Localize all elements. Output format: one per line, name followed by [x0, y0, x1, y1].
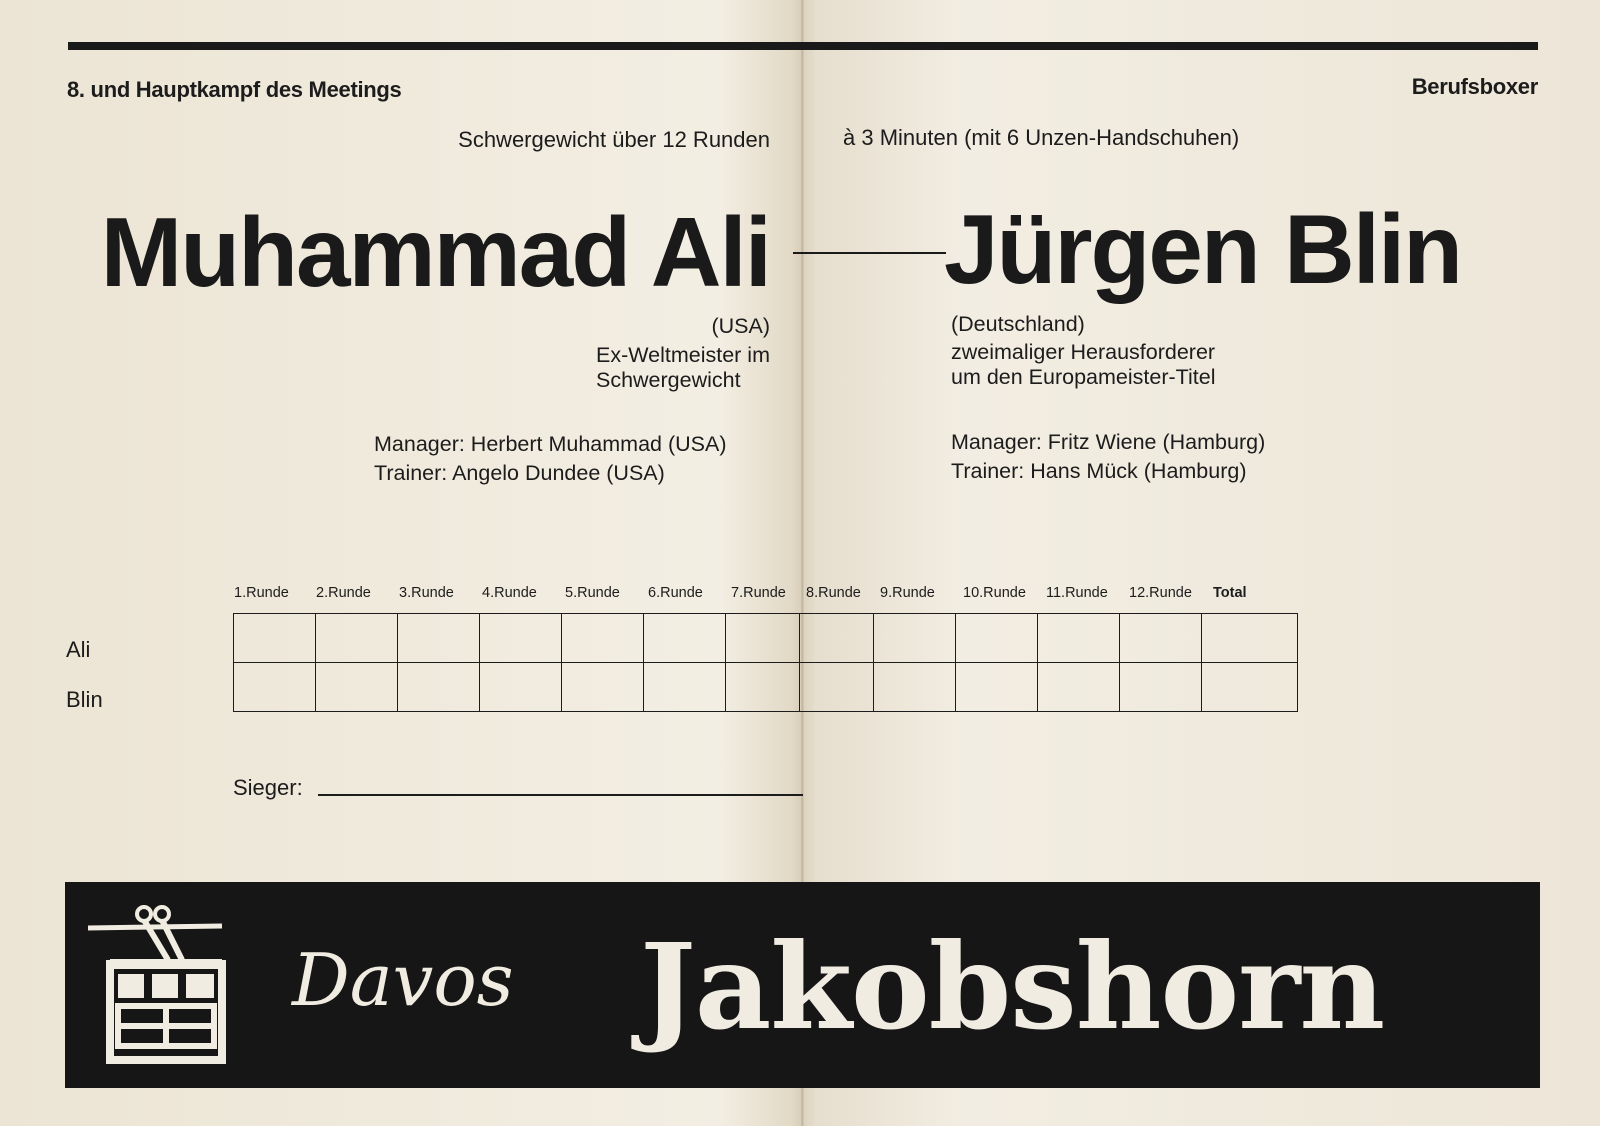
col-head-1: 1.Runde	[234, 585, 289, 601]
round-info: à 3 Minuten (mit 6 Unzen-Handschuhen)	[843, 125, 1240, 150]
score-cell[interactable]	[480, 614, 562, 663]
category-label: Berufsboxer	[1411, 74, 1538, 99]
fighter-left-title-1: Ex-Weltmeister im	[595, 343, 770, 367]
score-cell[interactable]	[874, 614, 956, 663]
event-label: 8. und Hauptkampf des Meetings	[67, 77, 402, 102]
fighter-left-country: (USA)	[711, 314, 770, 338]
score-cell[interactable]	[562, 614, 644, 663]
col-head-5: 5.Runde	[565, 585, 620, 601]
col-head-total: Total	[1213, 585, 1247, 601]
col-head-11: 11.Runde	[1046, 585, 1108, 601]
fighter-right-title-2: um den Europameister-Titel	[951, 365, 1216, 389]
fighter-right-title-1: zweimaliger Herausforderer	[951, 340, 1216, 364]
fighter-right-name: Jürgen Blin	[944, 194, 1462, 304]
score-cell[interactable]	[956, 614, 1038, 663]
ad-brand: Jakobshorn	[640, 917, 1385, 1056]
score-cell[interactable]	[874, 663, 956, 712]
col-head-12: 12.Runde	[1129, 585, 1192, 601]
score-cell[interactable]	[800, 663, 874, 712]
col-head-9: 9.Runde	[880, 585, 935, 601]
score-cell[interactable]	[234, 663, 316, 712]
score-cell[interactable]	[562, 663, 644, 712]
col-head-8: 8.Runde	[806, 585, 861, 601]
score-cell-total[interactable]	[1202, 614, 1298, 663]
col-head-10: 10.Runde	[963, 585, 1026, 601]
score-cell[interactable]	[1120, 663, 1202, 712]
fighter-left-title-2: Schwergewicht	[595, 368, 741, 392]
score-cell[interactable]	[644, 663, 726, 712]
score-row-ali	[234, 614, 1298, 663]
score-cell[interactable]	[726, 663, 800, 712]
score-cell[interactable]	[316, 663, 398, 712]
score-cell[interactable]	[726, 614, 800, 663]
col-head-7: 7.Runde	[731, 585, 786, 601]
score-cell[interactable]	[1038, 663, 1120, 712]
winner-line[interactable]	[318, 794, 803, 796]
score-cell[interactable]	[316, 614, 398, 663]
fighter-left-name: Muhammad Ali	[100, 197, 770, 307]
score-cell-total[interactable]	[1202, 663, 1298, 712]
col-head-3: 3.Runde	[399, 585, 454, 601]
fighter-right-staff	[951, 428, 1265, 486]
score-cell[interactable]	[644, 614, 726, 663]
row-label-blin: Blin	[66, 687, 103, 712]
fighter-left-trainer: Trainer: Angelo Dundee (USA)	[374, 461, 665, 485]
col-head-2: 2.Runde	[316, 585, 371, 601]
fighter-right-country: (Deutschland)	[951, 312, 1085, 336]
score-cell[interactable]	[398, 663, 480, 712]
score-cell[interactable]	[1120, 614, 1202, 663]
score-row-blin	[234, 663, 1298, 712]
versus-dash	[793, 252, 946, 254]
fighter-right-trainer: Trainer: Hans Mück (Hamburg)	[951, 459, 1247, 483]
cable-car-icon	[86, 900, 236, 1070]
score-cell[interactable]	[398, 614, 480, 663]
fighter-left-details	[596, 314, 770, 393]
fighter-right-manager: Manager: Fritz Wiene (Hamburg)	[951, 430, 1266, 454]
fighter-right-details	[951, 312, 1215, 390]
fighter-left-staff	[374, 430, 726, 488]
score-cell[interactable]	[480, 663, 562, 712]
ad-script-text: Davos	[292, 938, 514, 1022]
col-head-6: 6.Runde	[648, 585, 703, 601]
top-rule	[68, 42, 1538, 50]
score-cell[interactable]	[1038, 614, 1120, 663]
fighter-left-manager: Manager: Herbert Muhammad (USA)	[374, 432, 727, 456]
weight-class: Schwergewicht über 12 Runden	[458, 127, 770, 152]
row-label-ali: Ali	[66, 637, 91, 662]
score-cell[interactable]	[956, 663, 1038, 712]
score-cell[interactable]	[800, 614, 874, 663]
score-grid	[233, 613, 1298, 712]
winner-label: Sieger:	[233, 775, 303, 800]
score-cell[interactable]	[234, 614, 316, 663]
col-head-4: 4.Runde	[482, 585, 537, 601]
